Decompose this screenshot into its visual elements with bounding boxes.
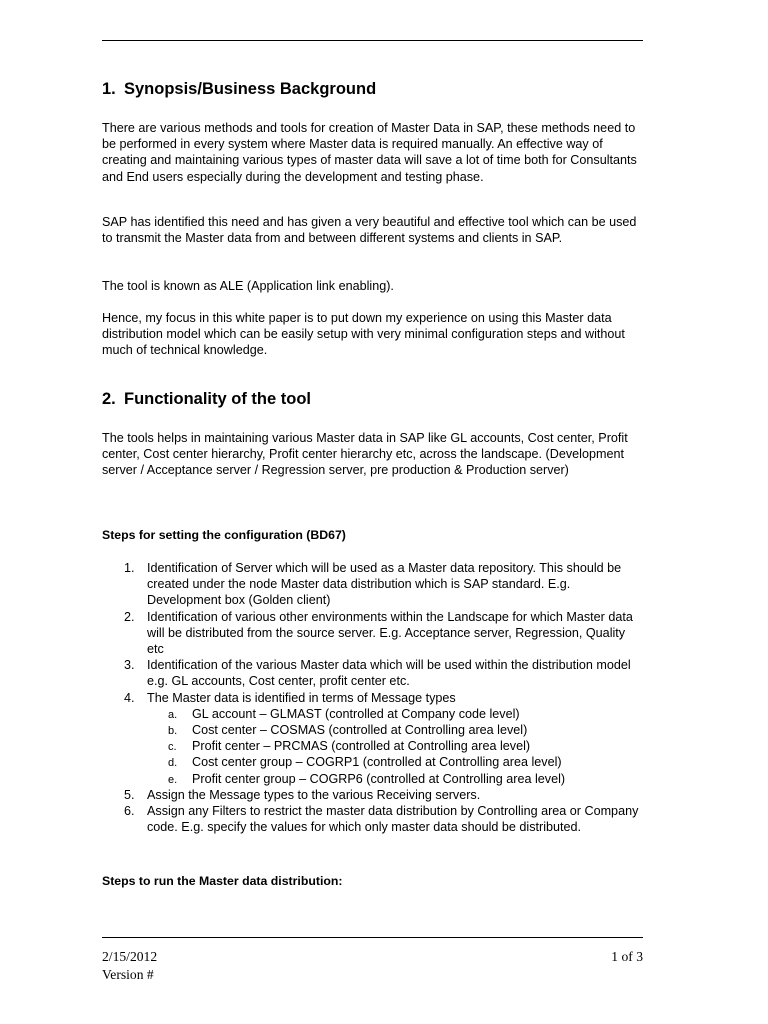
step-marker: 5. xyxy=(124,787,135,802)
footer-date: 2/15/2012 xyxy=(102,949,158,964)
step-marker: 1. xyxy=(124,561,135,575)
step-marker: 3. xyxy=(124,658,135,673)
message-type-text: Cost center group – COGRP1 (controlled at Controlling area level) xyxy=(192,755,562,770)
message-type-item xyxy=(102,722,647,738)
step-item xyxy=(102,690,647,706)
message-type-marker: c. xyxy=(168,741,177,754)
step-text: Identification of the various Master data which will be used within the distribution model e.g. GL accounts, Cost center, profit center etc. xyxy=(147,658,631,689)
section-1-heading xyxy=(102,79,376,99)
message-type-text: GL account – GLMAST (controlled at Company code level) xyxy=(192,706,520,721)
footer-rule xyxy=(102,937,643,938)
section-2-number: 2. xyxy=(102,390,116,408)
section-1-paragraph-3: The tool is known as ALE (Application link enabling). xyxy=(102,279,394,293)
message-type-marker: a. xyxy=(168,708,178,721)
step-text: Assign the Message types to the various Receiving servers. xyxy=(147,787,481,802)
step-text: Assign any Filters to restrict the master data distribution by Controlling area or Company code. E.g. specify the values for which only master data should be distributed. xyxy=(147,804,639,835)
section-1-paragraph-1: There are various methods and tools for creation of Master Data in SAP, these methods need to be performed in every system where Master data is required manually. An effective way of creating and maintaining various types of master data will save a lot of time both for Consultants and End users especially during the development and testing phase. xyxy=(102,121,637,184)
message-type-marker: e. xyxy=(168,773,178,786)
step-marker: 6. xyxy=(124,804,135,819)
section-2-paragraph: The tools helps in maintaining various Master data in SAP like GL accounts, Cost center, Profit center, Cost center hierarchy, Profit center hierarchy etc, across the landscape. (Development server / Acceptance server / Regression server, pre production & Production server) xyxy=(102,431,628,478)
message-type-marker: b. xyxy=(168,725,178,738)
message-type-marker: d. xyxy=(168,757,178,770)
message-type-item xyxy=(102,771,647,787)
section-1-number: 1. xyxy=(102,80,116,98)
step-text: Identification of various other environments within the Landscape for which Master data will be distributed from the source server. E.g. Acceptance server, Regression, Quality etc xyxy=(147,609,633,657)
step-item xyxy=(102,609,647,658)
section-2-heading xyxy=(102,389,311,409)
message-type-text: Profit center group – COGRP6 (controlled at Controlling area level) xyxy=(192,771,566,786)
step-text: Identification of Server which will be used as a Master data repository. This should be created under the node Master data distribution which is SAP standard. E.g. Development box (Golden client) xyxy=(147,561,622,608)
section-1-title: Synopsis/Business Background xyxy=(124,80,377,98)
step-marker: 4. xyxy=(124,690,135,705)
message-type-item xyxy=(102,738,647,754)
message-type-item xyxy=(102,754,647,770)
header-rule xyxy=(102,40,643,41)
section-1-paragraph-2: SAP has identified this need and has given a very beautiful and effective tool which can be used to transmit the Master data from and between different systems and clients in SAP. xyxy=(102,215,637,246)
step-item xyxy=(102,560,647,609)
section-1-paragraph-4: Hence, my focus in this white paper is to put down my experience on using this Master data distribution model which can be easily setup with very minimal configuration steps and without much of technical knowledge. xyxy=(102,311,625,358)
step-item xyxy=(102,787,647,803)
config-steps-list xyxy=(102,560,647,835)
section-2-title: Functionality of the tool xyxy=(124,390,311,408)
footer-page-number: 1 of 3 xyxy=(611,949,643,964)
step-text: The Master data is identified in terms of Message types xyxy=(147,690,456,705)
step-item xyxy=(102,803,647,835)
footer-version: Version # xyxy=(102,967,154,982)
step-item xyxy=(102,657,647,689)
message-type-text: Cost center – COSMAS (controlled at Controlling area level) xyxy=(192,723,528,738)
run-steps-heading: Steps to run the Master data distribution: xyxy=(102,874,343,888)
step-marker: 2. xyxy=(124,609,135,624)
message-type-text: Profit center – PRCMAS (controlled at Controlling area level) xyxy=(192,739,531,754)
message-type-item xyxy=(102,706,647,722)
config-steps-heading: Steps for setting the configuration (BD67) xyxy=(102,528,346,542)
